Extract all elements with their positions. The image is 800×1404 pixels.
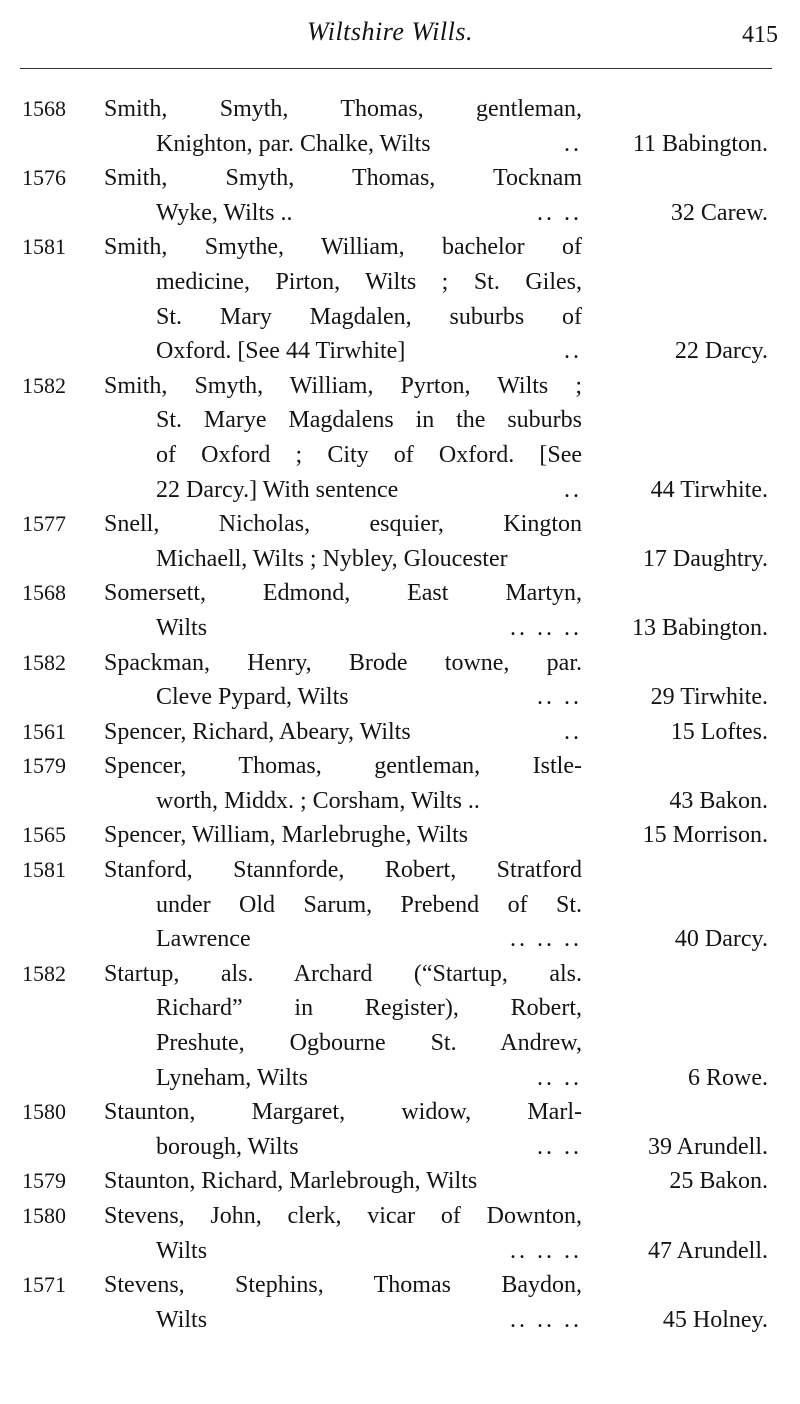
entry-text: St. Mary Magdalen, suburbs of [156, 303, 582, 330]
register-reference: 44 Tirwhite. [650, 476, 768, 503]
entry-line [0, 300, 800, 335]
running-title: Wiltshire Wills. [307, 17, 473, 46]
register-reference: 17 Daughtry. [642, 545, 768, 572]
entry-line [0, 888, 800, 923]
entry-text: Smith, Smyth, Thomas, Tocknam [104, 165, 582, 192]
entry-text: borough, Wilts [156, 1133, 299, 1160]
will-entry [0, 1268, 800, 1337]
entry-text: Spencer, Thomas, gentleman, Istle- [104, 753, 582, 780]
register-reference: 39 Arundell. [648, 1133, 768, 1160]
entry-text: Wilts [156, 1237, 208, 1264]
entry-line [0, 196, 800, 231]
entry-line [0, 542, 800, 577]
entry-line [0, 991, 800, 1026]
entry-text: Oxford. [See 44 Tirwhite] [156, 338, 406, 365]
will-entry [0, 715, 800, 750]
will-entry [0, 1199, 800, 1268]
page-header [0, 0, 800, 72]
entry-text: Spackman, Henry, Brode towne, par. [104, 649, 582, 676]
will-entry [0, 818, 800, 853]
entry-text: Wyke, Wilts .. [156, 199, 293, 226]
register-reference: 29 Tirwhite. [650, 684, 768, 711]
entry-line [0, 92, 800, 127]
register-reference: 22 Darcy. [674, 338, 768, 365]
entry-year: 1568 [22, 580, 66, 606]
register-reference: 15 Loftes. [670, 718, 768, 745]
entry-year: 1579 [22, 753, 66, 779]
dot-leader: .. .. [537, 199, 582, 226]
entry-year: 1582 [22, 960, 66, 986]
entry-year: 1571 [22, 1272, 66, 1298]
register-reference: 43 Bakon. [669, 787, 768, 814]
entry-text: Knighton, par. Chalke, Wilts [156, 130, 431, 157]
entry-line [0, 1061, 800, 1096]
entry-year: 1565 [22, 822, 66, 848]
entry-line [0, 611, 800, 646]
entry-text: Preshute, Ogbourne St. Andrew, [156, 1030, 582, 1057]
entry-year: 1577 [22, 511, 66, 537]
dot-leader: .. [564, 338, 582, 365]
entry-text: worth, Middx. ; Corsham, Wilts .. [156, 787, 480, 814]
entry-year: 1581 [22, 857, 66, 883]
entry-text: Wilts [156, 1306, 208, 1333]
entry-line [0, 680, 800, 715]
will-entries-list [0, 92, 800, 1337]
entry-line [0, 749, 800, 784]
will-entry [0, 230, 800, 368]
entry-year: 1576 [22, 165, 66, 191]
entry-line [0, 1303, 800, 1338]
will-entry [0, 1164, 800, 1199]
entry-year: 1580 [22, 1203, 66, 1228]
page-number: 415 [742, 22, 778, 48]
will-entry [0, 507, 800, 576]
entry-year: 1579 [22, 1168, 66, 1194]
will-entry [0, 1095, 800, 1164]
entry-year: 1568 [22, 96, 66, 121]
entry-line [0, 957, 800, 992]
dot-leader: .. .. .. [510, 1237, 582, 1264]
dot-leader: .. [564, 476, 582, 503]
register-reference: 47 Arundell. [648, 1237, 768, 1264]
dot-leader: .. .. .. [510, 614, 582, 641]
dot-leader: .. .. .. [510, 926, 582, 953]
dot-leader: .. .. [537, 1064, 582, 1091]
entry-text: Snell, Nicholas, esquier, Kington [104, 511, 582, 538]
register-reference: 32 Carew. [670, 199, 768, 226]
entry-line [0, 507, 800, 542]
entry-text: Smith, Smyth, Thomas, gentleman, [104, 96, 582, 122]
entry-line [0, 403, 800, 438]
entry-text: Staunton, Margaret, widow, Marl- [104, 1099, 582, 1126]
entry-line [0, 1268, 800, 1303]
will-entry [0, 161, 800, 230]
entry-line [0, 127, 800, 162]
entry-line [0, 369, 800, 404]
entry-line [0, 1130, 800, 1165]
entry-text: Smith, Smythe, William, bachelor of [104, 234, 582, 261]
entry-text: Somersett, Edmond, East Martyn, [104, 580, 582, 607]
entry-line [0, 334, 800, 369]
will-entry [0, 576, 800, 645]
entry-line [0, 438, 800, 473]
entry-line [0, 1026, 800, 1061]
entry-line [0, 784, 800, 819]
will-entry [0, 749, 800, 818]
register-reference: 13 Babington. [632, 614, 768, 641]
dot-leader: .. .. .. [510, 1306, 582, 1333]
dot-leader: .. .. [537, 1133, 582, 1160]
register-reference: 25 Bakon. [669, 1168, 768, 1195]
entry-text: Spencer, Richard, Abeary, Wilts [104, 718, 411, 745]
register-reference: 6 Rowe. [688, 1064, 768, 1091]
dot-leader: .. [564, 718, 582, 745]
entry-line [0, 576, 800, 611]
entry-line [0, 1095, 800, 1130]
entry-line [0, 922, 800, 957]
dot-leader: .. .. [537, 684, 582, 711]
register-reference: 11 Babington. [632, 130, 768, 157]
register-reference: 45 Holney. [662, 1306, 768, 1333]
entry-text: 22 Darcy.] With sentence [156, 476, 399, 503]
will-entry [0, 853, 800, 957]
entry-text: Stevens, Stephins, Thomas Baydon, [104, 1272, 582, 1299]
entry-year: 1581 [22, 234, 66, 260]
entry-year: 1580 [22, 1099, 66, 1125]
register-reference: 15 Morrison. [642, 822, 768, 849]
will-entry [0, 92, 800, 161]
entry-text: Smith, Smyth, William, Pyrton, Wilts ; [104, 372, 582, 399]
entry-line [0, 818, 800, 853]
entry-text: Stevens, John, clerk, vicar of Downton, [104, 1203, 582, 1229]
entry-line [0, 1234, 800, 1269]
register-reference: 40 Darcy. [674, 926, 768, 953]
entry-line [0, 1164, 800, 1199]
entry-text: St. Marye Magdalens in the suburbs [156, 407, 582, 434]
dot-leader: .. [564, 130, 582, 157]
will-entry [0, 957, 800, 1095]
entry-text: Startup, als. Archard (“Startup, als. [104, 960, 582, 987]
entry-line [0, 161, 800, 196]
entry-text: Richard” in Register), Robert, [156, 995, 582, 1022]
entry-line [0, 473, 800, 508]
entry-text: Staunton, Richard, Marlebrough, Wilts [104, 1168, 478, 1195]
entry-line [0, 1199, 800, 1234]
header-rule [20, 68, 772, 69]
entry-line [0, 853, 800, 888]
entry-year: 1582 [22, 372, 66, 398]
entry-text: of Oxford ; City of Oxford. [See [156, 441, 582, 468]
entry-line [0, 715, 800, 750]
entry-text: under Old Sarum, Prebend of St. [156, 891, 582, 918]
entry-text: Wilts [156, 614, 208, 641]
entry-text: Cleve Pypard, Wilts [156, 684, 349, 711]
entry-text: Lawrence [156, 926, 251, 953]
entry-text: Michaell, Wilts ; Nybley, Gloucester [156, 545, 508, 572]
entry-text: Lyneham, Wilts [156, 1064, 308, 1091]
entry-year: 1561 [22, 718, 66, 744]
will-entry [0, 646, 800, 715]
entry-text: medicine, Pirton, Wilts ; St. Giles, [156, 268, 582, 295]
entry-year: 1582 [22, 649, 66, 675]
entry-line [0, 265, 800, 300]
entry-text: Spencer, William, Marlebrughe, Wilts [104, 822, 469, 849]
entry-line [0, 230, 800, 265]
will-entry [0, 369, 800, 507]
entry-line [0, 646, 800, 681]
entry-text: Stanford, Stannforde, Robert, Stratford [104, 857, 582, 884]
